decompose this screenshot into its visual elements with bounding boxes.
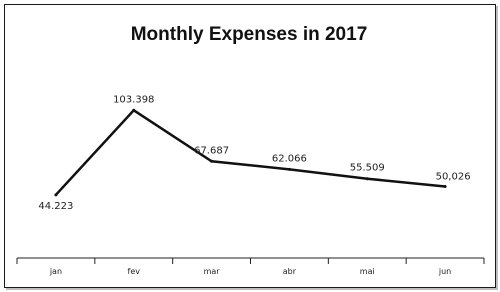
plot-area (17, 94, 484, 276)
data-point (366, 177, 369, 180)
x-tick-label: mai (359, 267, 375, 276)
data-point (444, 185, 447, 188)
data-point (132, 109, 135, 112)
x-tick-label: jun (438, 267, 452, 276)
chart-title: Monthly Expenses in 2017 (130, 24, 368, 45)
x-tick-label: fev (127, 267, 140, 276)
data-label: 50,026 (435, 171, 471, 183)
series-line (56, 110, 445, 195)
x-tick-label: jan (49, 267, 63, 276)
data-point (210, 160, 213, 163)
x-tick-label: mar (203, 267, 220, 276)
data-label: 67.687 (194, 145, 230, 157)
data-label: 55.509 (349, 162, 385, 174)
data-label: 103.398 (113, 94, 155, 106)
data-label: 62.066 (271, 153, 307, 165)
data-point (288, 168, 291, 171)
data-point (54, 193, 57, 196)
data-label: 44.223 (38, 200, 74, 212)
x-tick-label: abr (282, 267, 297, 276)
